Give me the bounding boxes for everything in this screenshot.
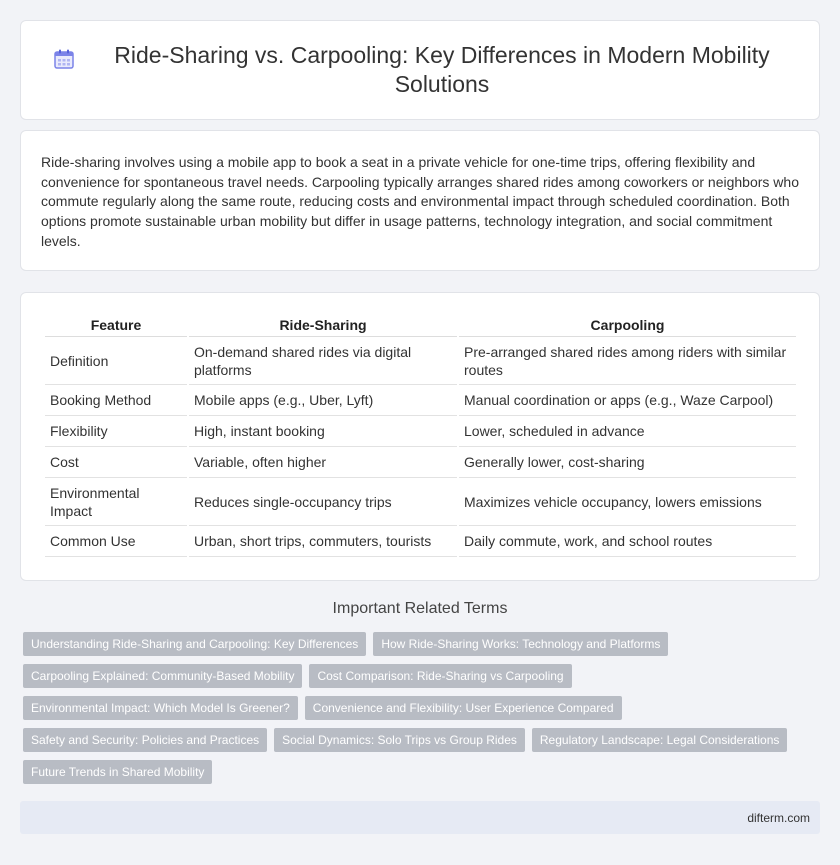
term-tag[interactable]: Regulatory Landscape: Legal Considerations: [532, 728, 788, 752]
carpooling-cell: Maximizes vehicle occupancy, lowers emissions: [459, 478, 796, 526]
calendar-icon: [53, 48, 75, 70]
ride-sharing-cell: Mobile apps (e.g., Uber, Lyft): [189, 385, 457, 416]
site-name[interactable]: difterm.com: [747, 810, 810, 825]
feature-cell: Environmental Impact: [45, 478, 187, 526]
term-tag[interactable]: Environmental Impact: Which Model Is Greener?: [23, 696, 298, 720]
comparison-table: [43, 313, 798, 557]
header-feature: Feature: [45, 313, 187, 337]
footer: [20, 801, 820, 834]
term-tag[interactable]: Future Trends in Shared Mobility: [23, 760, 212, 784]
term-tag[interactable]: Understanding Ride-Sharing and Carpooling: Key Differences: [23, 632, 366, 656]
header-carpooling: Carpooling: [459, 313, 796, 337]
carpooling-cell: Manual coordination or apps (e.g., Waze Carpool): [459, 385, 796, 416]
table-row: [45, 478, 796, 526]
table-row: [45, 416, 796, 447]
carpooling-cell: Lower, scheduled in advance: [459, 416, 796, 447]
feature-cell: Cost: [45, 447, 187, 478]
feature-cell: Booking Method: [45, 385, 187, 416]
related-terms-section: [20, 600, 820, 792]
table-row: [45, 447, 796, 478]
table-header-row: [45, 313, 796, 337]
intro-paragraph: Ride-sharing involves using a mobile app to book a seat in a private vehicle for one-time trips, offering flexibility and convenience for spontaneous travel needs. Carpooling typically arranges shared rides among coworkers or neighbors who commute regularly along the same route, reducing costs and environmental impact through scheduled coordination. Both options promote sustainable urban mobility but differ in usage patterns, technology integration, and social commitment levels.: [41, 154, 799, 249]
header-ride-sharing: Ride-Sharing: [189, 313, 457, 337]
term-tag[interactable]: How Ride-Sharing Works: Technology and Platforms: [373, 632, 668, 656]
header-card: [20, 20, 820, 120]
ride-sharing-cell: Reduces single-occupancy trips: [189, 478, 457, 526]
related-terms-list: [20, 632, 820, 792]
feature-cell: Definition: [45, 337, 187, 385]
feature-cell: Common Use: [45, 526, 187, 557]
term-tag[interactable]: Carpooling Explained: Community-Based Mobility: [23, 664, 302, 688]
ride-sharing-cell: Urban, short trips, commuters, tourists: [189, 526, 457, 557]
intro-card: [20, 130, 820, 271]
page-title: Ride-Sharing vs. Carpooling: Key Differences in Modern Mobility Solutions: [114, 42, 770, 97]
carpooling-cell: Daily commute, work, and school routes: [459, 526, 796, 557]
feature-cell: Flexibility: [45, 416, 187, 447]
table-row: [45, 385, 796, 416]
ride-sharing-cell: Variable, often higher: [189, 447, 457, 478]
table-row: [45, 337, 796, 385]
carpooling-cell: Generally lower, cost-sharing: [459, 447, 796, 478]
carpooling-cell: Pre-arranged shared rides among riders with similar routes: [459, 337, 796, 385]
table-row: [45, 526, 796, 557]
ride-sharing-cell: On-demand shared rides via digital platforms: [189, 337, 457, 385]
ride-sharing-cell: High, instant booking: [189, 416, 457, 447]
term-tag[interactable]: Cost Comparison: Ride-Sharing vs Carpooling: [309, 664, 571, 688]
comparison-table-card: [20, 292, 820, 581]
term-tag[interactable]: Social Dynamics: Solo Trips vs Group Rides: [274, 728, 525, 752]
term-tag[interactable]: Safety and Security: Policies and Practices: [23, 728, 267, 752]
related-terms-title: Important Related Terms: [332, 600, 508, 617]
term-tag[interactable]: Convenience and Flexibility: User Experience Compared: [305, 696, 622, 720]
